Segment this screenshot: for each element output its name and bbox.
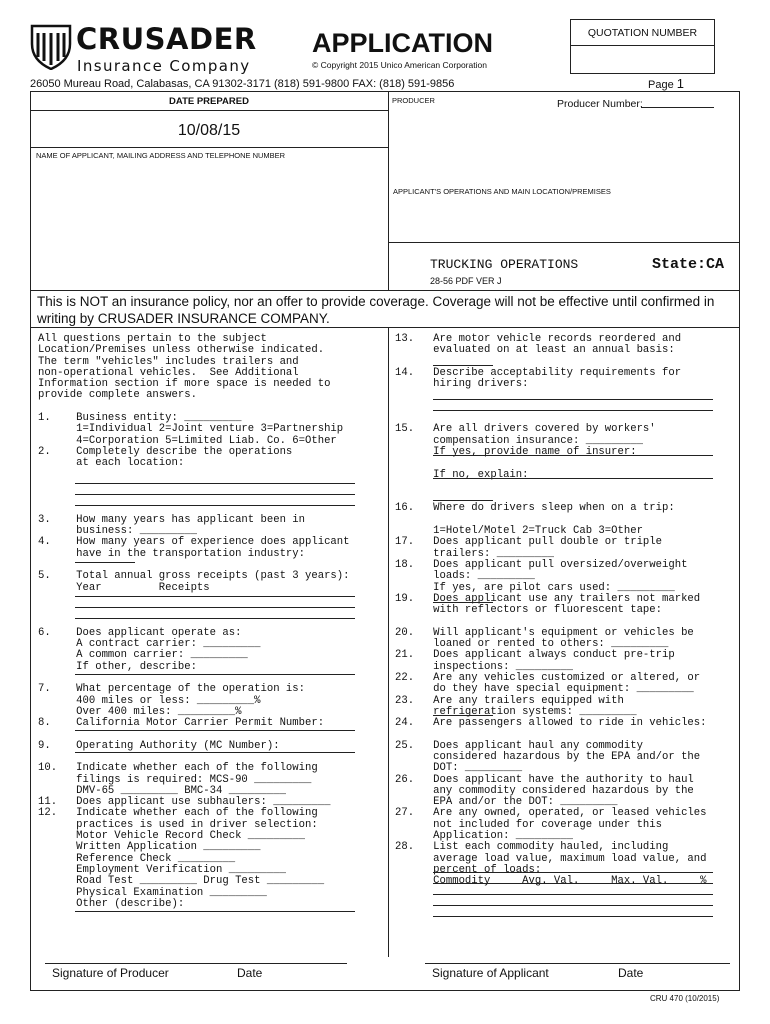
producer-number-label: Producer Number:: [557, 98, 643, 110]
date-prepared-label: DATE PREPARED: [169, 96, 249, 107]
producer-number-field[interactable]: [641, 107, 714, 108]
company-address: 26050 Mureau Road, Calabasas, CA 91302-3171 (818) 591-9800 FAX: (818) 591-9856: [30, 78, 455, 90]
page-number: 1: [676, 76, 684, 91]
applicant-signature-line[interactable]: [425, 963, 730, 964]
answer-line[interactable]: [75, 674, 355, 675]
answer-line[interactable]: [433, 905, 713, 906]
answer-line[interactable]: [433, 883, 713, 884]
company-name: CRUSADER: [76, 22, 257, 56]
answer-line[interactable]: [75, 752, 355, 753]
right-questions: 13. Are motor vehicle records reordered and evaluated on at least an annual basis: 14. Describe acceptability requirements for hiring drivers: 15. Are all drivers covered by workers' compensation insurance: _________ If yes, provide name of insurer: If no, explain: 16. Where do drivers sleep when on a trip: 1=Hotel/Motel 2=Truck Cab 3=Other 17. Does applicant pull double or triple trailers: _________ 18. Does applicant pull oversized/overweight loads: _________ If yes, are pilot cars used: _________ 19. Does applicant use any trailers not marked with reflectors or fluorescent tape: 20. Will applicant's equipment or vehicles be loaned or rented to others: _________ 21. Does applicant always conduct pre-trip inspections: _________ 22. Are any vehicles customized or altered, or do they have special equipment: _________ 23. Are any trailers equipped with refrigeration systems: _________ 24. Are passengers allowed to ride in vehicles: 25. Does applicant haul any commodity considered hazardous by the EPA and/or the DOT: _________ 26. Does applicant have the authority to haul any commodity considered hazardous by the EPA and/or the DOT: _________ 27. Are any owned, operated, or leased vehicles not included for coverage under this Application: _________ 28. List each commodity hauled, including average load value, maximum load value, and percent of loads: Commodity Avg. Val. Max. Val. %: [395, 333, 707, 888]
producer-signature-line[interactable]: [45, 963, 347, 964]
answer-line[interactable]: [75, 505, 355, 506]
state-label: State:CA: [652, 256, 725, 273]
page-indicator: [648, 76, 684, 91]
applicant-signature-label: Signature of Applicant: [432, 966, 549, 980]
answer-line[interactable]: [433, 872, 713, 873]
answer-line[interactable]: [75, 596, 355, 597]
answer-line[interactable]: [433, 894, 713, 895]
applicant-date-label: Date: [618, 966, 644, 980]
answer-line[interactable]: [433, 410, 713, 411]
answer-line[interactable]: [433, 916, 713, 917]
answer-line[interactable]: [75, 562, 135, 563]
answer-line[interactable]: [433, 399, 713, 400]
answer-line[interactable]: [75, 494, 355, 495]
operations-location-label: APPLICANT'S OPERATIONS AND MAIN LOCATION/PREMISES: [393, 187, 611, 196]
producer-date-label: Date: [237, 966, 263, 980]
answer-line[interactable]: [433, 500, 493, 501]
copyright: © Copyright 2015 Unico American Corporation: [312, 60, 487, 70]
quotation-number-label: QUOTATION NUMBER: [571, 20, 714, 46]
page-label: Page: [648, 79, 674, 91]
quotation-number-box[interactable]: [570, 19, 715, 74]
answer-line[interactable]: [75, 911, 355, 912]
left-questions: All questions pertain to the subject Location/Premises unless otherwise indicated. The term "vehicles" includes trailers and non-operational vehicles. See Additional Information section if more space is needed to provide complete answers. 1. Business entity: _________ 1=Individual 2=Joint venture 3=Partnership 4=Corporation 5=Limited Liab. Co. 6=Other 2. Completely describe the operations at each location: 3. How many years has applicant been in business: _________ 4. How many years of experience does applicant have in the transportation industry: 5. Total annual gross receipts (past 3 years): Year Receipts 6. Does applicant operate as: A contract carrier: _________ A common carrier: _________ If other, describe: 7. What percentage of the operation is: 400 miles or less: _________% Over 400 miles: _________% 8. California Motor Carrier Permit Number: 9. Operating Authority (MC Number): 10. Indicate whether each of the following filings is required: MCS-90 _________ DMV-65 _________ BMC-34 _________ 11. Does applicant use subhaulers: _________ 12. Indicate whether each of the following practices is used in driver selection: Motor Vehicle Record Check _________ Written Application _________ Reference Check _________ Employment Verification _________ Road Test _________ Drug Test _________ Physical Examination _________ Other (describe):: [38, 333, 350, 910]
answer-line[interactable]: [75, 730, 355, 731]
date-prepared-field[interactable]: 10/08/15: [177, 122, 241, 139]
shield-logo-icon: [30, 24, 72, 70]
answer-line[interactable]: [75, 483, 355, 484]
answer-line[interactable]: [433, 715, 493, 716]
answer-line[interactable]: [75, 618, 355, 619]
answer-line[interactable]: [433, 365, 493, 366]
answer-line[interactable]: [433, 602, 493, 603]
form-code: CRU 470 (10/2015): [650, 994, 720, 1003]
applicant-name-label: NAME OF APPLICANT, MAILING ADDRESS AND TELEPHONE NUMBER: [36, 151, 286, 160]
answer-line[interactable]: [433, 478, 713, 479]
coverage-notice: This is NOT an insurance policy, nor an offer to provide coverage. Coverage will not be effective until confirmed in writing by CRUSADER INSURANCE COMPANY.: [37, 294, 715, 326]
answer-line[interactable]: [75, 607, 355, 608]
trucking-operations-label: TRUCKING OPERATIONS: [430, 257, 579, 272]
form-title: APPLICATION: [312, 28, 493, 58]
form-version: 28-56 PDF VER J: [430, 276, 502, 286]
producer-signature-label: Signature of Producer: [52, 966, 169, 980]
answer-line[interactable]: [433, 455, 713, 456]
producer-label: PRODUCER: [392, 96, 435, 105]
company-subtitle: Insurance Company: [77, 57, 251, 75]
